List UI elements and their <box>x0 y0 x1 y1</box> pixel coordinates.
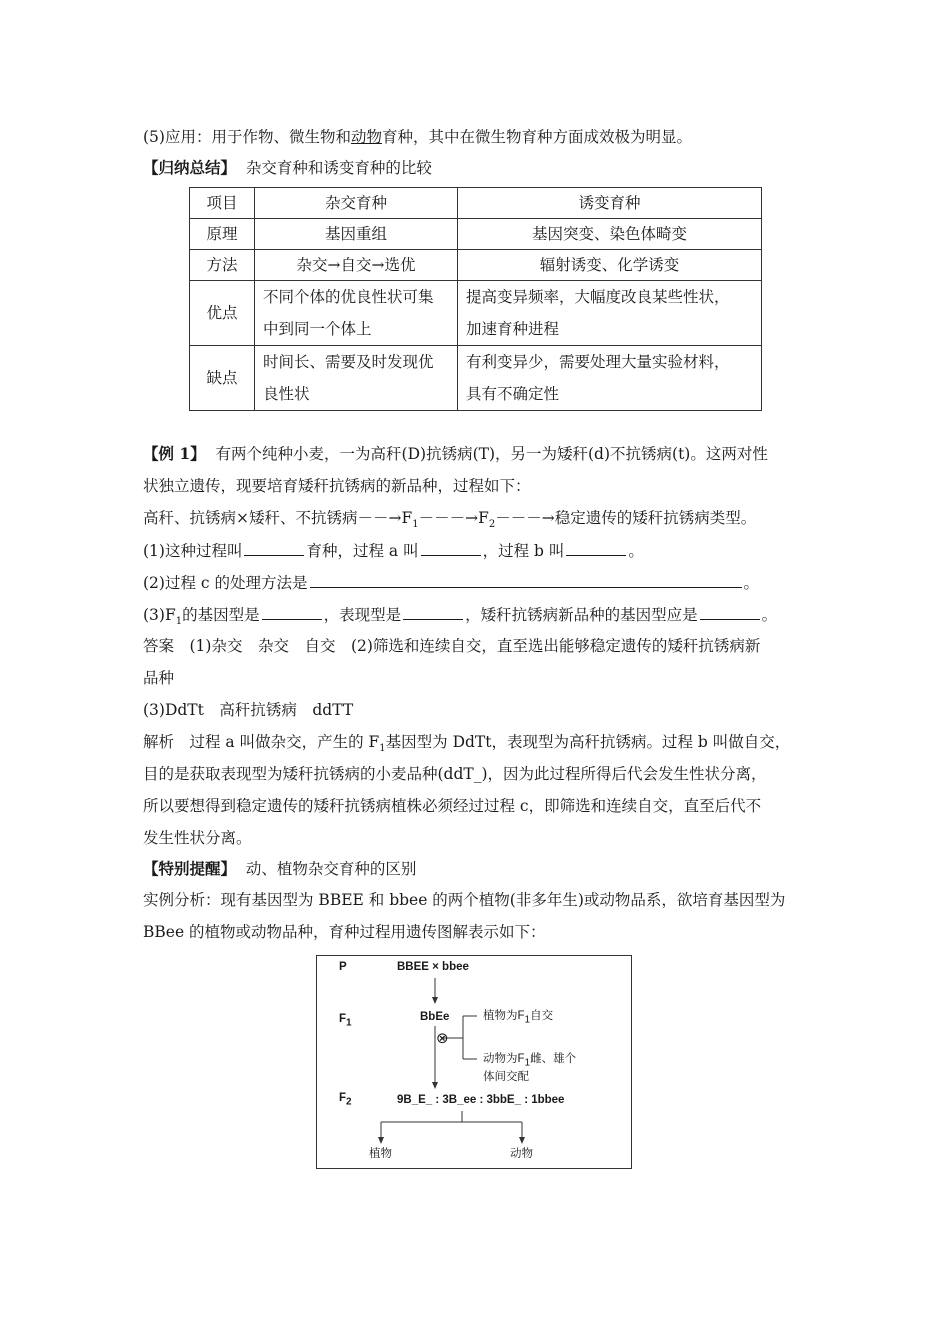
analysis-line-1 <box>143 731 790 753</box>
answer-line-1: 答案 (1)杂交 杂交 自交 (2)筛选和连续自交，直至选出能够稳定遗传的矮秆抗锈病新 <box>143 637 761 655</box>
table-row <box>190 346 762 411</box>
analysis-line-3: 所以要想得到稳定遗传的矮秆抗锈病植株必须经过过程 c，即筛选和连续自交，直至后代不 <box>143 797 762 815</box>
summary-heading <box>143 157 432 179</box>
analysis-line-4: 发生性状分离。 <box>143 829 252 847</box>
table-header-cell: 诱变育种 <box>458 188 762 219</box>
process-text: 高秆、抗锈病×矮秆、不抗锈病－－→F <box>143 509 413 527</box>
cell-line: 提高变异频率，大幅度改良某些性状， <box>466 288 730 306</box>
subscript: 1 <box>379 743 386 755</box>
subscript: 2 <box>346 1096 352 1108</box>
table-cell-hybrid: 基因重组 <box>255 219 458 250</box>
cell-line: 不同个体的优良性状可集 <box>263 288 434 306</box>
process-text: －－－→稳定遗传的矮秆抗锈病类型。 <box>495 509 757 527</box>
f2-generation-label <box>339 1092 352 1108</box>
note-text: 植物为F <box>483 1010 525 1022</box>
cell-line: 加速育种进程 <box>466 320 560 338</box>
f2-ratio: 9B_E_ : 3B_ee : 3bbE_ : 1bbee <box>397 1094 565 1106</box>
cell-line: 中到同一个体上 <box>263 320 372 338</box>
table-cell-mutation: 辐射诱变、化学诱变 <box>458 250 762 281</box>
label-text: F <box>339 1092 347 1104</box>
table-cell-item: 缺点 <box>190 346 255 411</box>
note-text: 自交 <box>530 1010 554 1022</box>
subscript: 1 <box>412 519 419 531</box>
answer-line-2: 品种 <box>143 669 175 687</box>
question-3 <box>143 604 777 626</box>
question-text: ，矮秆抗锈病新品种的基因型应是 <box>465 606 698 624</box>
subscript: 1 <box>524 1057 531 1069</box>
animal-mating-note-2: 体间交配 <box>483 1071 529 1083</box>
process-text: －－－→F <box>418 509 489 527</box>
animal-outcome: 动物 <box>510 1148 533 1160</box>
table-cell-hybrid: 杂交→自交→选优 <box>255 250 458 281</box>
table-cell-hybrid <box>255 281 458 346</box>
answer-blank[interactable] <box>310 573 742 588</box>
f1-genotype: BbEe <box>420 1011 450 1023</box>
answer-blank[interactable] <box>262 605 322 620</box>
question-text: 。 <box>628 542 644 560</box>
question-text: 。 <box>761 606 778 624</box>
plant-selfing-note <box>483 1007 554 1026</box>
selfing-symbol: ⊗ <box>436 1029 449 1047</box>
answer-blank[interactable] <box>421 541 481 556</box>
summary-tag: 【归纳总结】 <box>143 158 237 177</box>
subscript: 1 <box>175 616 183 628</box>
table-header-cell: 杂交育种 <box>255 188 458 219</box>
summary-title: 杂交育种和诱变育种的比较 <box>245 159 432 177</box>
table-cell-item: 优点 <box>190 281 255 346</box>
genetic-cross-diagram <box>316 955 632 1169</box>
note-text: 动物为F <box>483 1053 525 1065</box>
example-line-3 <box>143 507 756 529</box>
answer-blank[interactable] <box>244 541 304 556</box>
table-cell-mutation <box>458 281 762 346</box>
table-row <box>190 250 762 281</box>
question-text: 育种，过程 a 叫 <box>306 542 419 560</box>
application-line <box>143 126 692 148</box>
question-2 <box>143 572 759 594</box>
table-cell-mutation: 基因突变、染色体畸变 <box>458 219 762 250</box>
answer-blank[interactable] <box>566 541 626 556</box>
question-text: (1)这种过程叫 <box>143 542 243 560</box>
note-text: 雌、雄个 <box>530 1053 577 1065</box>
tip-heading <box>143 858 416 880</box>
f1-generation-label <box>339 1013 352 1029</box>
parent-cross: BBEE × bbee <box>397 961 469 973</box>
application-text-end: 育种，其中在微生物育种方面成效极为明显。 <box>381 128 692 146</box>
table-row <box>190 281 762 346</box>
table-cell-item: 原理 <box>190 219 255 250</box>
table-cell-item: 方法 <box>190 250 255 281</box>
example-tag: 【例 1】 <box>143 444 206 463</box>
answer-blank[interactable] <box>403 605 463 620</box>
application-text: (5)应用：用于作物、微生物和 <box>143 128 351 146</box>
p-generation-label: P <box>339 961 347 973</box>
tip-tag: 【特别提醒】 <box>143 859 237 878</box>
subscript: 1 <box>524 1014 531 1026</box>
analysis-line-2: 目的是获取表现型为矮秆抗锈病的小麦品种(ddT_)，因为此过程所得后代会发生性状分离， <box>143 765 767 783</box>
question-text: ，过程 b 叫 <box>482 542 565 560</box>
cell-line: 时间长、需要及时发现优 <box>263 353 434 371</box>
table-cell-hybrid <box>255 346 458 411</box>
label-text: F <box>339 1013 347 1025</box>
answer-line-3: (3)DdTt 高秆抗锈病 ddTT <box>143 701 354 719</box>
table-row <box>190 219 762 250</box>
question-text: ，表现型是 <box>323 606 402 624</box>
cell-line: 具有不确定性 <box>466 385 560 403</box>
question-1 <box>143 540 644 562</box>
case-line-2: BBee 的植物或动物品种，育种过程用遗传图解表示如下： <box>143 923 546 941</box>
application-underlined-word: 动物 <box>350 128 382 146</box>
animal-mating-note-1 <box>483 1050 577 1069</box>
diagram-lines <box>317 956 631 1168</box>
answer-blank[interactable] <box>700 605 760 620</box>
analysis-text: 基因型为 DdTt，表现型为高秆抗锈病。过程 b 叫做自交， <box>385 733 791 751</box>
cell-line: 良性状 <box>263 385 310 403</box>
comparison-table <box>189 187 762 411</box>
question-text: 。 <box>743 574 760 592</box>
table-cell-mutation <box>458 346 762 411</box>
table-header-cell: 项目 <box>190 188 255 219</box>
question-text: 的基因型是 <box>182 606 260 624</box>
case-line-1: 实例分析：现有基因型为 BBEE 和 bbee 的两个植物(非多年生)或动物品系，欲培育基因型为 <box>143 891 786 909</box>
plant-outcome: 植物 <box>369 1148 392 1160</box>
analysis-text: 解析 过程 a 叫做杂交，产生的 F <box>143 733 380 751</box>
subscript: 1 <box>346 1017 352 1029</box>
question-text: (3)F <box>143 606 176 624</box>
question-text: (2)过程 c 的处理方法是 <box>143 574 308 592</box>
example-line-1 <box>143 443 768 465</box>
subscript: 2 <box>488 519 496 531</box>
cell-line: 有利变异少，需要处理大量实验材料， <box>466 353 730 371</box>
table-header-row <box>190 188 762 219</box>
example-text: 有两个纯种小麦，一为高秆(D)抗锈病(T)，另一为矮秆(d)不抗锈病(t)。这两对性 <box>215 445 768 463</box>
example-line-2: 状独立遗传，现要培育矮秆抗锈病的新品种，过程如下： <box>143 477 531 495</box>
tip-title: 动、植物杂交育种的区别 <box>245 860 417 878</box>
